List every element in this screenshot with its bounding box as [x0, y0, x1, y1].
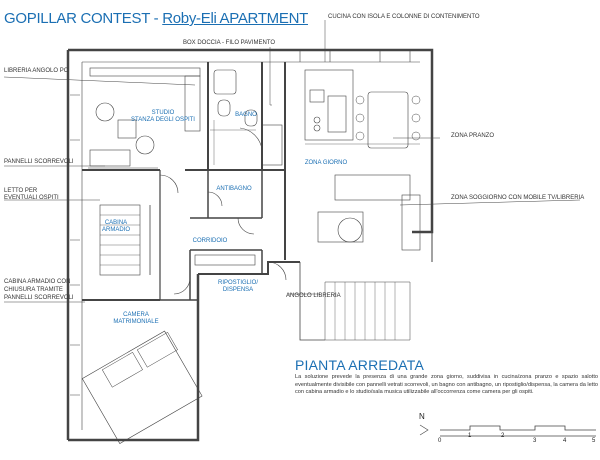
- room-antibagno: ANTIBAGNO: [216, 186, 252, 192]
- label-cabina-1: CABINA ARMADIO CON: [4, 279, 71, 285]
- label-pannelli: PANNELLI SCORREVOLI: [4, 159, 74, 165]
- scale-tick-5: 5: [592, 438, 596, 444]
- room-cabina: [96, 220, 136, 234]
- room-ripostiglio-line2: DISPENSA: [222, 287, 254, 294]
- room-cabina-line2: ARMADIO: [101, 227, 130, 234]
- room-bagno: BAGNO: [235, 112, 257, 118]
- room-ripostiglio: [210, 280, 266, 294]
- room-studio-line2: STANZA DEGLI OSPITI: [131, 117, 195, 124]
- label-letto-2: EVENTUALI OSPITI: [4, 195, 59, 201]
- title-prefix: GOPILLAR CONTEST -: [4, 10, 163, 27]
- label-angolo-libreria: ANGOLO LIBRERIA: [286, 293, 341, 299]
- label-cabina-3: PANNELLI SCORREVOLI: [4, 295, 74, 301]
- room-cabina-line1: CABINA: [104, 220, 128, 226]
- label-cucina: CUCINA CON ISOLA E COLONNE DI CONTENIMENTO: [328, 14, 480, 20]
- room-studio-line1: STUDIO: [151, 110, 175, 116]
- title-project: Roby-Eli APARTMENT: [162, 10, 308, 27]
- room-studio: [128, 110, 198, 124]
- section-description: La soluzione prevede la presenza di una grande zona giorno, suddivisa in cucina/zona pranzo e spazio salotto eventualmente divisibile con pannelli vetrati scorrevoli, un bagno con antibagno, un ripostiglio/dispensa, la camera da letto con cabina armadio e lo studio/sala musica utilizzabile all'occorrenza come camera per gli ospiti.: [295, 374, 598, 396]
- room-ripostiglio-line1: RIPOSTIGLIO/: [217, 280, 258, 286]
- label-box-doccia: BOX DOCCIA - FILO PAVIMENTO: [183, 40, 276, 46]
- label-zona-soggiorno: ZONA SOGGIORNO CON MOBILE TV/LIBRERIA: [451, 195, 585, 201]
- scale-tick-2: 2: [501, 433, 505, 439]
- room-camera-line2: MATRIMONIALE: [113, 319, 159, 326]
- scale-tick-3: 3: [533, 438, 537, 444]
- north-label: N: [419, 412, 425, 421]
- label-zona-pranzo: ZONA PRANZO: [451, 133, 495, 139]
- label-libreria-pc: LIBRERIA ANGOLO PC: [4, 68, 69, 74]
- project-title: [4, 10, 308, 27]
- label-cabina-2: CHIUSURA TRAMITE: [4, 287, 63, 293]
- section-heading: PIANTA ARREDATA: [295, 357, 425, 373]
- room-camera-line1: CAMERA: [123, 312, 149, 318]
- scale-tick-1: 1: [468, 433, 472, 439]
- room-zona-giorno: ZONA GIORNO: [304, 160, 348, 166]
- room-camera: [108, 312, 164, 326]
- scale-tick-4: 4: [563, 438, 567, 444]
- room-corridoio: CORRIDOIO: [192, 238, 228, 244]
- scale-tick-0: 0: [438, 438, 442, 444]
- label-letto-1: LETTO PER: [4, 188, 38, 194]
